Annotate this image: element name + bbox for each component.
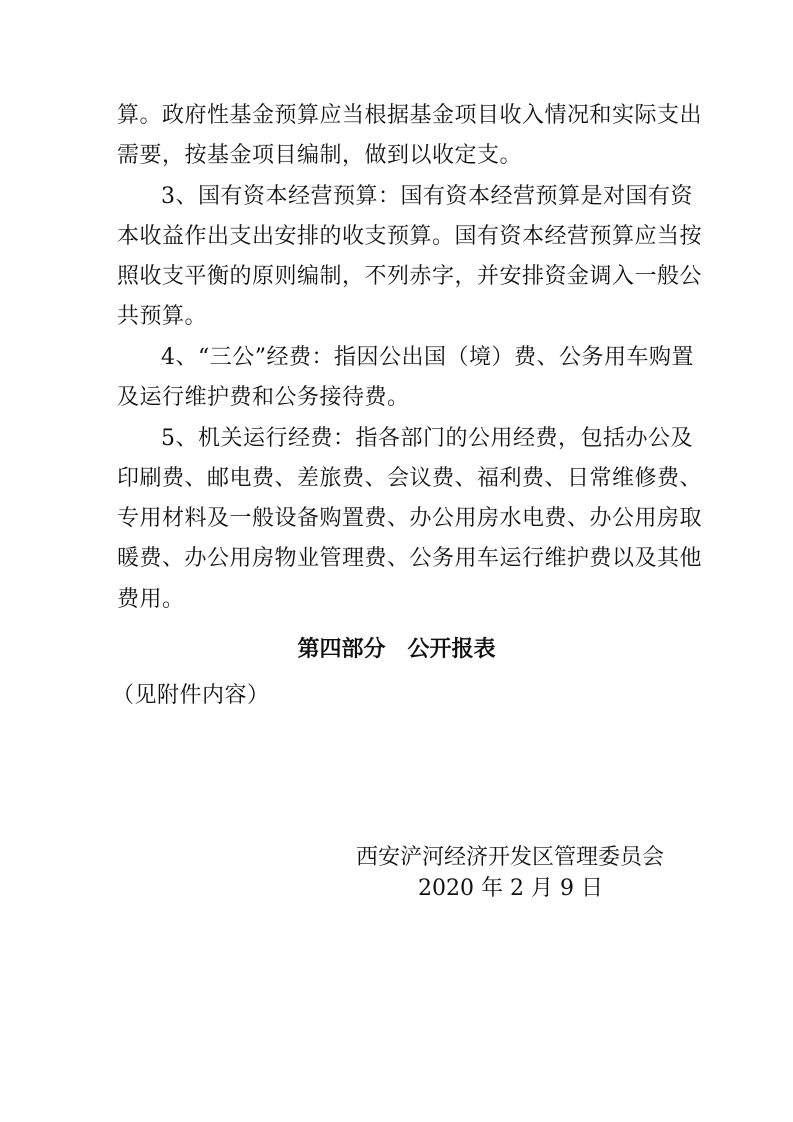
paragraph-line: 5、机关运行经费：指各部门的公用经费，包括办公及 — [161, 426, 693, 451]
paragraph-line: 专用材料及一般设备购置费、办公用房水电费、办公用房取 — [117, 506, 703, 531]
paragraph-line: 本收益作出支出安排的收支预算。国有资本经营预算应当按 — [117, 224, 703, 249]
paragraph-line: 共预算。 — [117, 304, 208, 329]
signature-date: 2020 年 2 月 9 日 — [418, 876, 603, 901]
paragraph-line: 4、“三公”经费：指因公出国（境）费、公务用车购置 — [161, 345, 694, 370]
paragraph-line: 照收支平衡的原则编制，不列赤字，并安排资金调入一般公 — [117, 264, 703, 289]
paragraph-line: 3、国有资本经营预算：国有资本经营预算是对国有资 — [161, 184, 693, 209]
paragraph-line: 算。政府性基金预算应当根据基金项目收入情况和实际支出 — [117, 103, 703, 128]
paragraph-line: 需要，按基金项目编制，做到以收定支。 — [117, 143, 523, 168]
paragraph-line: 印刷费、邮电费、差旅费、会议费、福利费、日常维修费、 — [117, 466, 703, 491]
paragraph-line: 费用。 — [117, 587, 185, 612]
signature-organization: 西安浐河经济开发区管理委员会 — [356, 845, 665, 870]
paragraph-line: 暖费、办公用房物业管理费、公务用车运行维护费以及其他 — [117, 546, 703, 571]
section-heading: 第四部分 公开报表 — [297, 636, 496, 662]
attachment-note: （见附件内容） — [112, 683, 270, 708]
paragraph-line: 及运行维护费和公务接待费。 — [117, 385, 410, 410]
